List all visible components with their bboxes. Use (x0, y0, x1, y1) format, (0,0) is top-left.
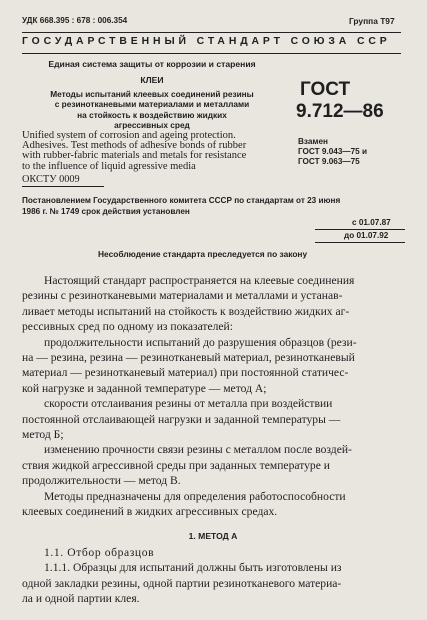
body-line: продолжительности испытаний до разрушения образцов (рези- (44, 335, 357, 349)
okstu-underline (22, 186, 104, 187)
udk-code: УДК 668.395 : 678 : 006.354 (22, 16, 128, 25)
replaced-standard-1: ГОСТ 9.043—75 и (298, 147, 367, 156)
en-title (22, 131, 246, 172)
body-line: рессивных сред по одному из показателей: (22, 320, 233, 334)
ru-title-line: на стойкость к воздействию жидких (77, 109, 227, 120)
body-line: ливает методы испытаний на стойкость к воздействию жидких аг- (22, 304, 350, 318)
body-line: Методы предназначены для определения работоспособности (44, 489, 346, 503)
en-title-line: Unified system of corrosion and ageing protection. (22, 130, 236, 141)
ru-title-line: агрессивных сред (114, 120, 190, 131)
body-line: на — резина, резина — резинотканевый материал, резинотканевый (22, 351, 355, 364)
body-line: клеевых соединений в жидких агрессивных средах. (22, 505, 278, 518)
body-line: резины с резинотканевыми материалами и металлами и устанав- (22, 289, 343, 303)
validity-to: до 01.07.92 (344, 231, 389, 240)
body-line: ствия жидкой агрессивной среды при заданных температуре и (22, 458, 330, 472)
body-line: скорости отслаивания резины от металла при воздействии (44, 397, 333, 411)
header-bottom-rule (22, 53, 401, 54)
validity-from: с 01.07.87 (352, 218, 391, 227)
validity-underline (315, 242, 405, 243)
subsection-heading: 1.1. Отбор образцов (44, 546, 155, 559)
body-line: продолжительности — метод В. (22, 474, 181, 488)
decree-line: 1986 г. № 1749 срок действия установлен (22, 207, 190, 217)
sub-line: одной закладки резины, одной партии резинотканевого материа- (22, 576, 342, 590)
replaced-standard-2: ГОСТ 9.063—75 (298, 157, 360, 166)
validity-divider (315, 229, 405, 230)
okstu-code: ОКСТУ 0009 (22, 174, 80, 185)
body-line: кой нагрузке и заданной температуре — метод А; (22, 381, 267, 395)
sub-line: ла и одной партии клея. (22, 592, 140, 606)
ru-title (22, 89, 282, 131)
section-title: 1. МЕТОД А (188, 531, 238, 541)
gost-number: 9.712—86 (296, 101, 384, 122)
gost-label: ГОСТ (300, 79, 351, 100)
ru-title-line: с резинотканевыми материалами и металлами (54, 99, 250, 110)
body-line: постоянной отслаивающей нагрузки и заданной температуры — (22, 412, 341, 426)
en-title-line: to the influence of liquid agressive media (22, 160, 196, 172)
group-code: Группа Т97 (349, 16, 395, 26)
body-line: изменению прочности связи резины с металлом после воздей- (44, 443, 352, 457)
body-line: Настоящий стандарт распространяется на клеевые соединения (44, 274, 355, 287)
replaced-label: Взамен (298, 137, 328, 146)
system-title: Единая система защиты от коррозии и старения (48, 59, 256, 69)
decree (22, 195, 340, 218)
ru-title-line: Методы испытаний клеевых соединений резины (50, 89, 254, 99)
en-title-line: Adhesives. Test methods of adhesive bonds of rubber (22, 140, 247, 152)
decree-line: Постановлением Государственного комитета СССР по стандартам от 23 июня (22, 196, 341, 205)
law-warning: Несоблюдение стандарта преследуется по закону (98, 249, 308, 259)
en-title-line: with rubber-fabric materials and metals for resistance (22, 150, 247, 162)
header-top-rule (22, 32, 401, 33)
body-line: материал — резинотканевый материал) при постоянной статичес- (22, 366, 349, 380)
body-line: метод Б; (22, 428, 64, 441)
sub-line: 1.1.1. Образцы для испытаний должны быть изготовлены из (44, 561, 342, 575)
glues-title: КЛЕИ (140, 75, 164, 85)
state-standard-heading: ГОСУДАРСТВЕННЫЙ СТАНДАРТ СОЮЗА ССР (22, 36, 391, 47)
